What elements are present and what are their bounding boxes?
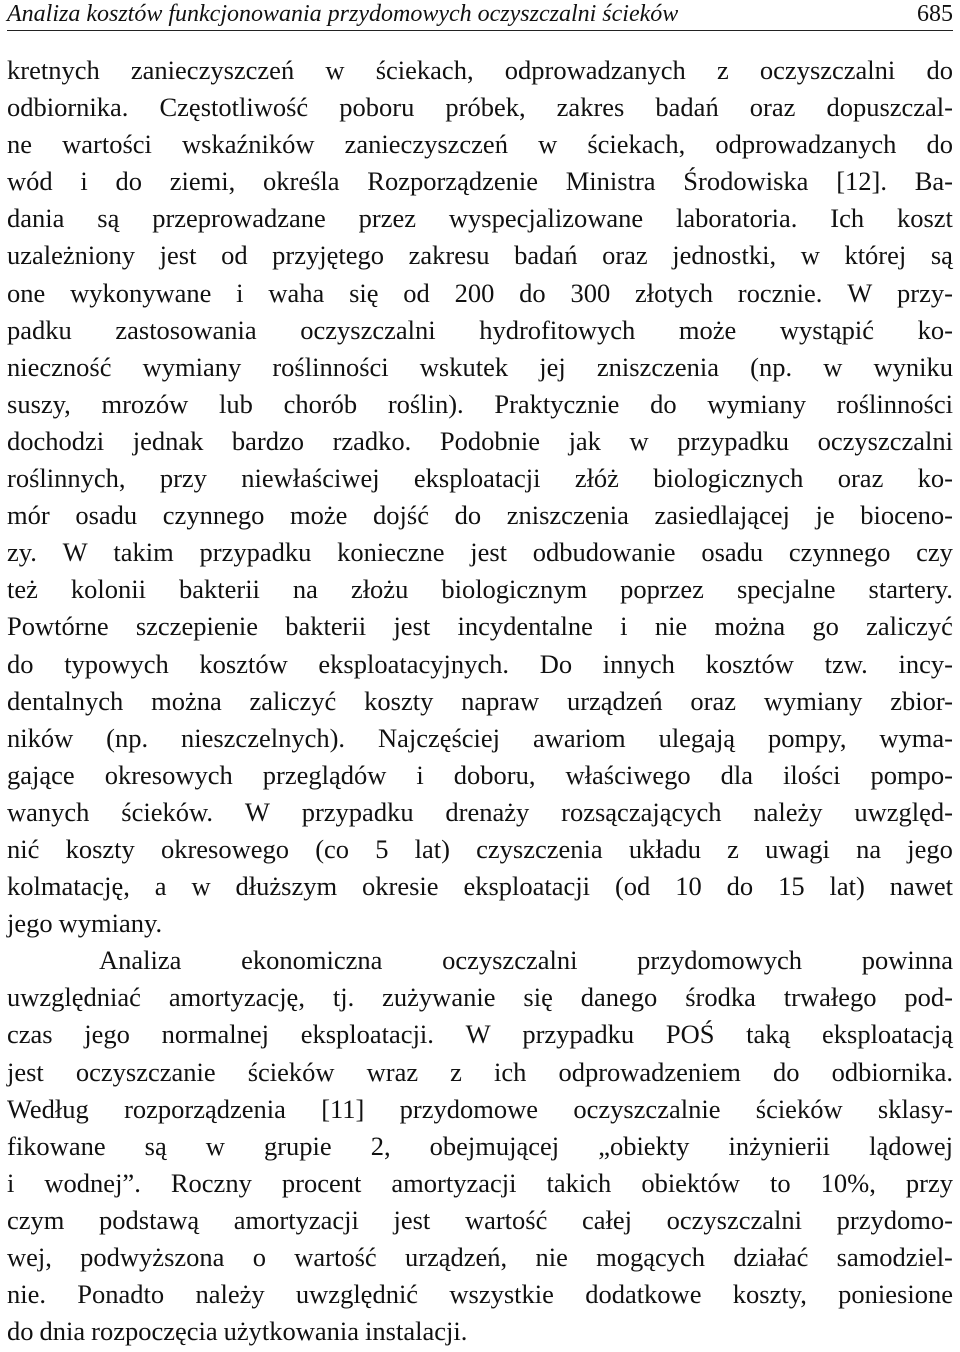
text-line: Powtórne szczepienie bakterii jest incydentalne i nie można go zaliczyć — [7, 611, 953, 642]
text-line: roślinnych, przy niewłaściwej eksploatacji złóż biologicznych oraz ko- — [7, 463, 953, 494]
text-line: gające okresowych przeglądów i doboru, właściwego dla ilości pompo- — [7, 759, 953, 790]
text-line: jego wymiany. — [7, 908, 163, 939]
text-line: dania są przeprowadzane przez wyspecjalizowane laboratoria. Ich koszt — [7, 203, 953, 234]
text-line: dentalnych można zaliczyć koszty napraw urządzeń oraz wymiany zbior- — [7, 685, 953, 716]
text-line: nie. Ponadto należy uwzględnić wszystkie dodatkowe koszty, poniesione — [7, 1279, 953, 1310]
text-line: nieczność wymiany roślinności wskutek jej zniszczenia (np. w wyniku — [7, 351, 953, 382]
text-line: uwzględniać amortyzację, tj. zużywanie się danego środka trwałego pod- — [7, 982, 953, 1013]
text-line: wej, podwyższona o wartość urządzeń, nie mogących działać samodziel- — [7, 1242, 953, 1272]
text-line: ników (np. nieszczelnych). Najczęściej awariom ulegają pompy, wyma- — [7, 722, 953, 753]
text-line: i wodnej”. Roczny procent amortyzacji takich obiektów to 10%, przy — [7, 1167, 953, 1198]
text-line: do typowych kosztów eksploatacyjnych. Do innych kosztów tzw. incy- — [7, 648, 953, 679]
text-line: nić koszty okresowego (co 5 lat) czyszczenia układu z uwagi na jego — [7, 833, 953, 864]
text-line: jest oczyszczanie ścieków wraz z ich odprowadzeniem do odbiornika. — [7, 1056, 953, 1087]
text-line: Według rozporządzenia [11] przydomowe oczyszczalnie ścieków sklasy- — [7, 1093, 953, 1124]
text-line: wanych ścieków. W przypadku drenaży rozsączających należy uwzględ- — [7, 796, 953, 827]
body-text — [7, 52, 953, 1350]
text-line: mór osadu czynnego może dojść do zniszczenia zasiedlającej je bioceno- — [7, 500, 953, 531]
text-line: fikowane są w grupie 2, obejmującej „obiekty inżynierii lądowej — [7, 1130, 953, 1161]
running-title: Analiza kosztów funkcjonowania przydomowych oczyszczalni ścieków — [7, 1, 679, 27]
text-line: kretnych zanieczyszczeń w ściekach, odprowadzanych z oczyszczalni do — [7, 55, 953, 85]
text-line: zy. W takim przypadku konieczne jest odbudowanie osadu czynnego czy — [7, 537, 953, 568]
text-line: suszy, mrozów lub chorób roślin). Praktycznie do wymiany roślinności — [7, 388, 953, 419]
text-line: one wykonywane i waha się od 200 do 300 złotych rocznie. W przy- — [7, 277, 953, 308]
running-header — [7, 0, 953, 31]
text-line: czas jego normalnej eksploatacji. W przypadku POŚ taką eksploatacją — [7, 1019, 953, 1050]
text-line: też kolonii bakterii na złożu biologicznym poprzez specjalne startery. — [7, 574, 953, 605]
page-number: 685 — [917, 1, 953, 27]
text-line: kolmatację, a w dłuższym okresie eksploatacji (od 10 do 15 lat) nawet — [7, 871, 953, 902]
text-line: Analiza ekonomiczna oczyszczalni przydomowych powinna — [99, 945, 953, 976]
text-line: padku zastosowania oczyszczalni hydrofitowych może wystąpić ko- — [7, 314, 953, 345]
text-line: odbiornika. Częstotliwość poboru próbek, zakres badań oraz dopuszczal- — [7, 92, 953, 123]
text-line: uzależniony jest od przyjętego zakresu badań oraz jednostki, w której są — [7, 240, 953, 271]
text-line: dochodzi jednak bardzo rzadko. Podobnie jak w przypadku oczyszczalni — [7, 425, 953, 456]
text-line: wód i do ziemi, określa Rozporządzenie Ministra Środowiska [12]. Ba- — [7, 166, 953, 197]
text-line: czym podstawą amortyzacji jest wartość całej oczyszczalni przydomo- — [7, 1204, 953, 1235]
text-line: do dnia rozpoczęcia użytkowania instalacji. — [7, 1316, 468, 1347]
text-line: ne wartości wskaźników zanieczyszczeń w ściekach, odprowadzanych do — [7, 129, 953, 160]
